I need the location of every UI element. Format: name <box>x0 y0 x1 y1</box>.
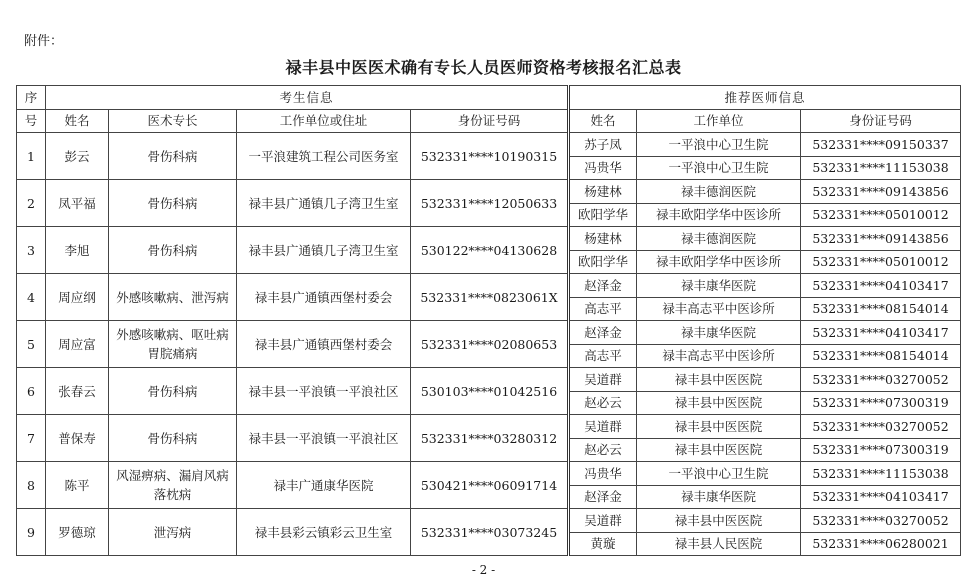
cell-rec-name: 赵必云 <box>569 391 637 415</box>
cell-rec-workplace: 禄丰县人民医院 <box>637 532 801 556</box>
header-recommender-group: 推荐医师信息 <box>569 86 961 110</box>
cell-seq: 7 <box>17 415 46 462</box>
cell-id-number: 532331****10190315 <box>411 133 569 180</box>
header-specialty: 医术专长 <box>109 109 237 133</box>
cell-seq: 3 <box>17 227 46 274</box>
cell-rec-name: 吴道群 <box>569 509 637 533</box>
attachment-label: 附件： <box>24 34 64 49</box>
cell-id-number: 532331****0823061X <box>411 274 569 321</box>
cell-rec-id-number: 532331****03270052 <box>801 509 961 533</box>
cell-workplace: 一平浪建筑工程公司医务室 <box>237 133 411 180</box>
cell-rec-name: 黄璇 <box>569 532 637 556</box>
specialty-line: 外感咳嗽病、呕吐病 <box>116 327 229 342</box>
cell-rec-workplace: 禄丰欧阳学华中医诊所 <box>637 203 801 227</box>
cell-rec-id-number: 532331****08154014 <box>801 297 961 321</box>
cell-specialty <box>109 227 237 274</box>
cell-specialty <box>109 133 237 180</box>
cell-specialty <box>109 462 237 509</box>
header-row-columns <box>17 109 961 133</box>
cell-name: 周应纲 <box>46 274 109 321</box>
header-rec-id-number: 身份证号码 <box>801 109 961 133</box>
cell-rec-workplace: 禄丰康华医院 <box>637 274 801 298</box>
specialty-line: 胃脘痛病 <box>147 346 198 361</box>
cell-rec-name: 冯贵华 <box>569 156 637 180</box>
cell-workplace: 禄丰县广通镇几子湾卫生室 <box>237 227 411 274</box>
cell-rec-id-number: 532331****04103417 <box>801 321 961 345</box>
cell-id-number: 530122****04130628 <box>411 227 569 274</box>
cell-seq: 8 <box>17 462 46 509</box>
cell-rec-id-number: 532331****08154014 <box>801 344 961 368</box>
cell-name: 张春云 <box>46 368 109 415</box>
cell-id-number: 532331****02080653 <box>411 321 569 368</box>
header-rec-name: 姓名 <box>569 109 637 133</box>
cell-workplace: 禄丰县彩云镇彩云卫生室 <box>237 509 411 556</box>
specialty-line: 骨伤科病 <box>147 430 198 446</box>
specialty-line: 风湿痹病、漏肩风病 <box>116 468 229 483</box>
cell-rec-id-number: 532331****09143856 <box>801 180 961 204</box>
cell-id-number: 530421****06091714 <box>411 462 569 509</box>
cell-id-number: 532331****03073245 <box>411 509 569 556</box>
cell-rec-name: 苏子凤 <box>569 133 637 157</box>
header-workplace: 工作单位或住址 <box>237 109 411 133</box>
cell-rec-name: 吴道群 <box>569 368 637 392</box>
cell-name: 李旭 <box>46 227 109 274</box>
specialty-line: 外感咳嗽病、泄泻病 <box>116 289 229 305</box>
cell-rec-workplace: 禄丰康华医院 <box>637 485 801 509</box>
cell-rec-id-number: 532331****11153038 <box>801 462 961 486</box>
table-row <box>17 180 961 204</box>
cell-rec-name: 高志平 <box>569 297 637 321</box>
cell-specialty <box>109 509 237 556</box>
cell-rec-workplace: 禄丰高志平中医诊所 <box>637 297 801 321</box>
cell-specialty <box>109 321 237 368</box>
specialty-line: 骨伤科病 <box>147 195 198 211</box>
cell-rec-workplace: 禄丰县中医医院 <box>637 391 801 415</box>
cell-name: 凤平福 <box>46 180 109 227</box>
cell-rec-name: 高志平 <box>569 344 637 368</box>
header-seq-bottom: 号 <box>17 109 46 133</box>
cell-rec-name: 赵泽金 <box>569 485 637 509</box>
cell-specialty <box>109 415 237 462</box>
cell-workplace: 禄丰县广通镇西堡村委会 <box>237 321 411 368</box>
cell-name: 普保寿 <box>46 415 109 462</box>
cell-specialty <box>109 180 237 227</box>
cell-rec-id-number: 532331****09143856 <box>801 227 961 251</box>
cell-workplace: 禄丰县一平浪镇一平浪社区 <box>237 415 411 462</box>
cell-rec-id-number: 532331****03270052 <box>801 368 961 392</box>
cell-seq: 9 <box>17 509 46 556</box>
cell-seq: 6 <box>17 368 46 415</box>
cell-rec-id-number: 532331****06280021 <box>801 532 961 556</box>
cell-id-number: 532331****12050633 <box>411 180 569 227</box>
cell-rec-name: 吴道群 <box>569 415 637 439</box>
cell-rec-workplace: 禄丰县中医医院 <box>637 415 801 439</box>
cell-name: 周应富 <box>46 321 109 368</box>
page-number: - 2 - <box>471 563 496 577</box>
table-row <box>17 274 961 298</box>
cell-rec-workplace: 禄丰县中医医院 <box>637 438 801 462</box>
cell-rec-id-number: 532331****07300319 <box>801 438 961 462</box>
cell-name: 陈平 <box>46 462 109 509</box>
cell-rec-workplace: 禄丰康华医院 <box>637 321 801 345</box>
cell-rec-workplace: 禄丰欧阳学华中医诊所 <box>637 250 801 274</box>
cell-rec-name: 欧阳学华 <box>569 250 637 274</box>
cell-workplace: 禄丰县广通镇几子湾卫生室 <box>237 180 411 227</box>
table-row <box>17 321 961 345</box>
cell-rec-name: 杨建林 <box>569 227 637 251</box>
registration-table <box>16 85 961 556</box>
cell-rec-id-number: 532331****03270052 <box>801 415 961 439</box>
cell-specialty <box>109 274 237 321</box>
cell-rec-workplace: 禄丰德润医院 <box>637 180 801 204</box>
specialty-line: 落枕病 <box>153 487 192 502</box>
table-row <box>17 462 961 486</box>
cell-id-number: 532331****03280312 <box>411 415 569 462</box>
page-title: 禄丰县中医医术确有专长人员医师资格考核报名汇总表 <box>285 58 682 77</box>
cell-seq: 5 <box>17 321 46 368</box>
cell-rec-name: 杨建林 <box>569 180 637 204</box>
cell-workplace: 禄丰县广通镇西堡村委会 <box>237 274 411 321</box>
table-row <box>17 227 961 251</box>
cell-rec-workplace: 禄丰县中医医院 <box>637 509 801 533</box>
table-row <box>17 368 961 392</box>
cell-seq: 2 <box>17 180 46 227</box>
cell-name: 罗德琼 <box>46 509 109 556</box>
cell-rec-id-number: 532331****05010012 <box>801 203 961 227</box>
cell-rec-workplace: 一平浪中心卫生院 <box>637 462 801 486</box>
cell-rec-id-number: 532331****04103417 <box>801 274 961 298</box>
table-row <box>17 509 961 533</box>
cell-rec-id-number: 532331****09150337 <box>801 133 961 157</box>
cell-workplace: 禄丰县一平浪镇一平浪社区 <box>237 368 411 415</box>
cell-rec-workplace: 一平浪中心卫生院 <box>637 156 801 180</box>
cell-rec-name: 赵泽金 <box>569 274 637 298</box>
cell-rec-workplace: 禄丰县中医医院 <box>637 368 801 392</box>
cell-rec-id-number: 532331****05010012 <box>801 250 961 274</box>
cell-rec-name: 欧阳学华 <box>569 203 637 227</box>
cell-rec-workplace: 禄丰德润医院 <box>637 227 801 251</box>
cell-rec-workplace: 一平浪中心卫生院 <box>637 133 801 157</box>
cell-workplace: 禄丰广通康华医院 <box>237 462 411 509</box>
cell-rec-id-number: 532331****07300319 <box>801 391 961 415</box>
specialty-line: 泄泻病 <box>153 524 192 540</box>
header-rec-workplace: 工作单位 <box>637 109 801 133</box>
header-candidate-group: 考生信息 <box>46 86 569 110</box>
specialty-line: 骨伤科病 <box>147 383 198 399</box>
header-name: 姓名 <box>46 109 109 133</box>
table-row <box>17 415 961 439</box>
cell-id-number: 530103****01042516 <box>411 368 569 415</box>
cell-name: 彭云 <box>46 133 109 180</box>
cell-rec-name: 赵泽金 <box>569 321 637 345</box>
specialty-line: 骨伤科病 <box>147 148 198 164</box>
table-row <box>17 133 961 157</box>
cell-specialty <box>109 368 237 415</box>
cell-rec-workplace: 禄丰高志平中医诊所 <box>637 344 801 368</box>
header-row-groups <box>17 86 961 110</box>
cell-rec-name: 赵必云 <box>569 438 637 462</box>
header-seq-top: 序 <box>17 86 46 110</box>
specialty-line: 骨伤科病 <box>147 242 198 258</box>
cell-rec-name: 冯贵华 <box>569 462 637 486</box>
header-id-number: 身份证号码 <box>411 109 569 133</box>
cell-rec-id-number: 532331****11153038 <box>801 156 961 180</box>
cell-seq: 4 <box>17 274 46 321</box>
cell-rec-id-number: 532331****04103417 <box>801 485 961 509</box>
cell-seq: 1 <box>17 133 46 180</box>
